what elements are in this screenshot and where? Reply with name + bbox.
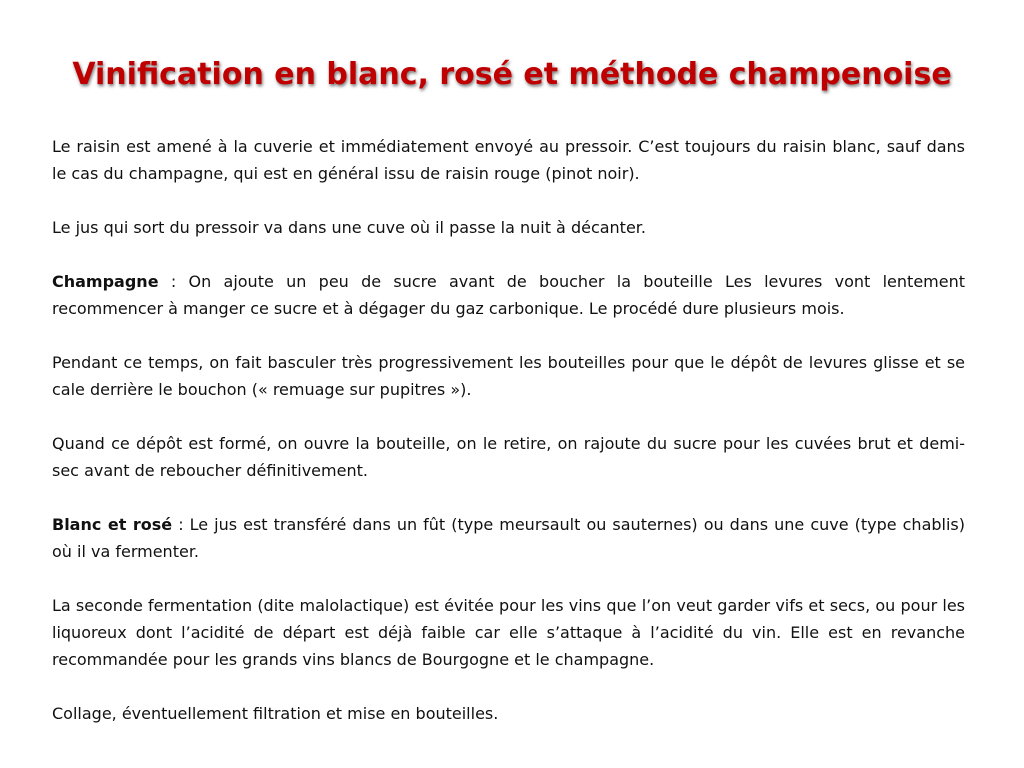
paragraph — [52, 592, 965, 673]
paragraph — [52, 430, 965, 484]
paragraph-lead: Champagne — [52, 272, 159, 291]
paragraph-text: : On ajoute un peu de sucre avant de boucher la bouteille Les levures vont lentement recommencer à manger ce sucre et à dégager du gaz carbonique. Le procédé dure plusieurs mois. — [52, 272, 965, 318]
paragraph — [52, 511, 965, 565]
paragraph — [52, 214, 965, 241]
paragraph — [52, 133, 965, 187]
paragraph — [52, 700, 965, 727]
paragraph — [52, 268, 965, 322]
paragraph-lead: Blanc et rosé — [52, 515, 173, 534]
paragraph-text: : Le jus est transféré dans un fût (type meursault ou sauternes) ou dans une cuve (type chablis) où il va fermenter. — [52, 515, 966, 561]
paragraph-text: Le raisin est amené à la cuverie et immédiatement envoyé au pressoir. C’est toujours du raisin blanc, sauf dans le cas du champagne, qui est en général issu de raisin rouge (pinot noir). — [52, 137, 965, 183]
paragraph-text: La seconde fermentation (dite malolactique) est évitée pour les vins que l’on veut garder vifs et secs, ou pour les liquoreux dont l’acidité de départ est déjà faible car elle s’attaque à l’acidité du vin. Elle est en revanche recommandée pour les grands vins blancs de Bourgogne et le champagne. — [52, 596, 965, 669]
paragraph-text: Quand ce dépôt est formé, on ouvre la bouteille, on le retire, on rajoute du sucre pour les cuvées brut et demi-sec avant de reboucher définitivement. — [52, 434, 965, 480]
slide-title: Vinification en blanc, rosé et méthode champenoise — [72, 57, 952, 92]
paragraph-text: Le jus qui sort du pressoir va dans une cuve où il passe la nuit à décanter. — [52, 218, 646, 237]
slide-body — [52, 133, 965, 727]
paragraph-text: Collage, éventuellement filtration et mise en bouteilles. — [52, 704, 499, 723]
paragraph-text: Pendant ce temps, on fait basculer très progressivement les bouteilles pour que le dépôt de levures glisse et se cale derrière le bouchon (« remuage sur pupitres »). — [52, 353, 965, 399]
paragraph — [52, 349, 965, 403]
